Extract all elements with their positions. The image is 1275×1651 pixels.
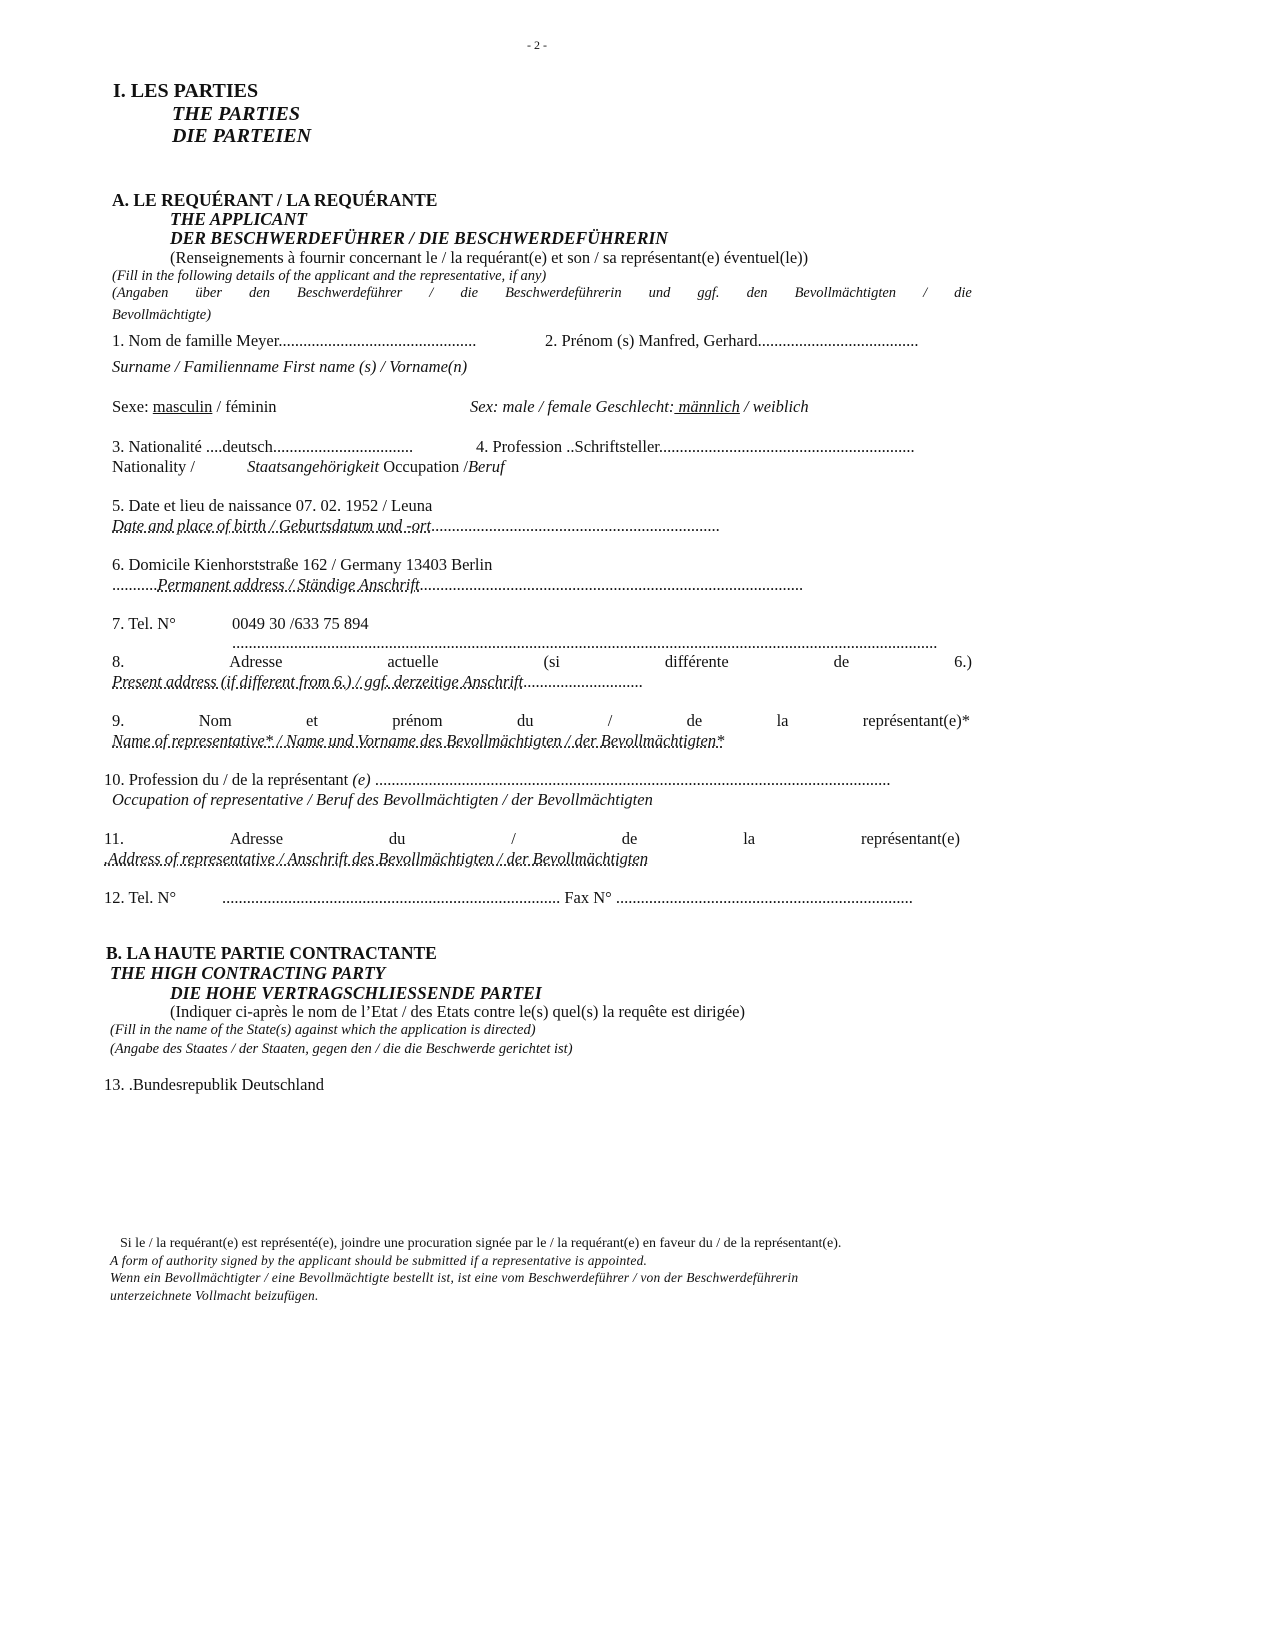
field-10-label: 10. Profession du / de la représentant [104,770,349,789]
field-11-word: / [511,829,516,848]
field-2-dots: ....................................... [757,331,919,350]
instr-de-word: den [746,285,768,301]
field-8-caption: Present address (if different from 6.) / ggf. derzeitige Anschrift [112,672,524,691]
field-6-dots: ............................................................................................. [419,575,804,594]
field-6-domicile: 6. Domicile Kienhorststraße 162 / Germany 13403 Berlin [112,555,493,574]
footnote-de-line2: unterzeichnete Vollmacht beizufügen. [110,1288,319,1303]
field-11-word: la [743,829,756,848]
field-9-word: / [607,711,613,730]
field-5-dots: ...................................................................... [430,516,720,535]
field-1-dots: ................................................ [278,331,477,350]
field-6-caption: Permanent address / Ständige Anschrift [157,575,420,594]
field-6-lead-dots: ........... [112,575,158,594]
field-9-representative-name [112,712,970,731]
field-10-representative-profession [104,771,890,790]
section-b-instruction-en: (Fill in the name of the State(s) against which the application is directed) [110,1022,536,1038]
field-7-tel-value: 0049 30 /633 75 894 [232,614,369,633]
field-8-present-address [112,653,972,672]
field-10-caption: Occupation of representative / Beruf des Bevollmächtigten / der Bevollmächtigten [112,790,653,809]
field-9-word: prénom [392,711,443,730]
footnote-fr: Si le / la requérant(e) est représenté(e), joindre une procuration signée par le / la requérant(e) en faveur du / de la représentant(e). [120,1236,842,1251]
field-8-word: de [833,652,850,671]
sex-de-rest: / weiblich [739,397,809,416]
field-3-nationality: 3. Nationalité ....deutsch.................................. [112,437,414,456]
instr-de-word: über [195,285,222,301]
fax-dots: ........................................................................ [615,888,913,907]
field-2-label: 2. Prénom (s) Manfred, Gerhard [545,331,758,350]
field-11-caption: .Address of representative / Anschrift des Bevollmächtigten / der Bevollmächtigten [104,849,649,868]
field-5-caption-line [112,517,720,536]
section-a-instruction-de-line1 [112,285,972,302]
instr-de-word: Bevollmächtigten [794,285,897,301]
section-i-title-de: DIE PARTEIEN [172,125,312,147]
field-8-word: 8. [112,652,125,671]
field-8-dots: ............................. [523,672,643,691]
sex-fr-selected: masculin [152,397,213,416]
field-11-word: 11. [104,829,125,848]
field-8-word: actuelle [387,652,439,671]
field-6-caption-line [112,576,803,595]
sex-fr-rest: / féminin [212,397,277,416]
section-b-instruction-de: (Angabe des Staates / der Staaten, gegen den / die die Beschwerde gerichtet ist) [110,1041,573,1057]
sex-field-en-de [470,398,809,417]
section-a-title-fr: A. LE REQUÉRANT / LA REQUÉRANTE [112,190,438,210]
field-11-word: représentant(e) [861,829,960,848]
footnote-en: A form of authority signed by the applicant should be submitted if a representative is appointed. [110,1253,648,1268]
sex-fr-label: Sexe: [112,397,153,416]
sex-de-selected: männlich [674,397,740,416]
field-3-4-caption [112,458,505,477]
section-a-instruction-en: (Fill in the following details of the applicant and the representative, if any) [112,268,547,284]
instr-de-word: Beschwerdeführer [297,285,403,301]
field-3-caption-b: Staatsangehörigkeit [247,457,380,476]
fax-label: Fax N° [564,888,612,907]
instr-de-word: / [923,285,928,301]
section-a-title-en: THE APPLICANT [170,209,307,229]
section-b-title-fr: B. LA HAUTE PARTIE CONTRACTANTE [106,943,437,963]
field-7-tel-label: 7. Tel. N° [112,614,176,633]
field-9-word: du [516,711,534,730]
instr-de-word: den [249,285,270,301]
section-a-title-de: DER BESCHWERDEFÜHRER / DIE BESCHWERDEFÜHRERIN [170,228,668,248]
sex-field-fr [112,398,277,417]
field-10-dots: ............................................................................................................................. [374,770,891,789]
section-a-instruction-de-line2: Bevollmächtigte) [112,307,212,323]
field-4-caption-b: Beruf [467,457,505,476]
field-9-word: et [306,711,318,730]
instr-de-word: und [648,285,671,301]
field-9-word: 9. [112,711,125,730]
section-b-title-en: THE HIGH CONTRACTING PARTY [110,963,386,983]
field-9-caption: Name of representative* / Name und Vorname des Bevollmächtigten / der Bevollmächtigten* [112,731,725,750]
field-1-2-caption: Surname / Familienname First name (s) / Vorname(n) [112,357,468,376]
section-i-title-fr: I. LES PARTIES [113,80,259,102]
instr-de-word: / [429,285,434,301]
footnote-de-line1: Wenn ein Bevollmächtigter / eine Bevollmächtigte bestellt ist, ist eine vom Beschwerdeführer / von der Beschwerdeführerin [110,1270,799,1285]
field-11-representative-address [104,830,960,849]
instr-de-word: die [954,285,972,301]
field-11-word: Adresse [229,829,284,848]
field-7-dots: ........................................................................................................................................................................... [232,633,938,652]
field-12-tel-fax-line [222,889,913,908]
instr-de-word: die [460,285,479,301]
field-4-profession: 4. Profession ..Schriftsteller.............................................................. [476,437,915,456]
field-8-word: différente [664,652,729,671]
instr-de-word: ggf. [697,285,720,301]
field-5-caption: Date and place of birth / Geburtsdatum und -ort [112,516,431,535]
field-12-dots: .................................................................................. [222,888,561,907]
field-10-suffix: (e) [352,770,371,789]
field-1-surname [112,332,476,351]
section-a-instruction-fr: (Renseignements à fournir concernant le / la requérant(e) et son / sa représentant(e) éventuel(le)) [170,248,809,267]
field-5-birth: 5. Date et lieu de naissance 07. 02. 1952 / Leuna [112,496,433,515]
field-9-word: la [776,711,789,730]
field-9-word: de [686,711,703,730]
field-1-label: 1. Nom de famille Meyer [112,331,279,350]
field-8-word: Adresse [229,652,283,671]
field-12-tel-label: 12. Tel. N° [104,888,177,907]
instr-de-word: (Angaben [112,285,169,301]
field-8-word: 6.) [954,652,972,671]
field-9-word: représentant(e)* [862,711,970,730]
section-i-title-en: THE PARTIES [172,103,300,125]
field-13-state: 13. .Bundesrepublik Deutschland [104,1075,324,1094]
section-b-title-de: DIE HOHE VERTRAGSCHLIESSENDE PARTEI [170,983,542,1003]
field-11-word: de [621,829,638,848]
sex-en-label: Sex: male / female Geschlecht: [470,397,675,416]
page-number: - 2 - [527,38,547,52]
field-8-word: (si [543,652,560,671]
field-2-first-name [545,332,918,351]
field-11-word: du [388,829,406,848]
field-3-caption-a: Nationality / [112,457,195,476]
section-b-instruction-fr: (Indiquer ci-après le nom de l’Etat / des Etats contre le(s) quel(s) la requête est dirigée) [170,1002,745,1021]
instr-de-word: Beschwerdeführerin [505,285,622,301]
field-4-caption-a: Occupation / [383,457,468,476]
field-9-word: Nom [198,711,232,730]
field-8-caption-line [112,673,643,692]
